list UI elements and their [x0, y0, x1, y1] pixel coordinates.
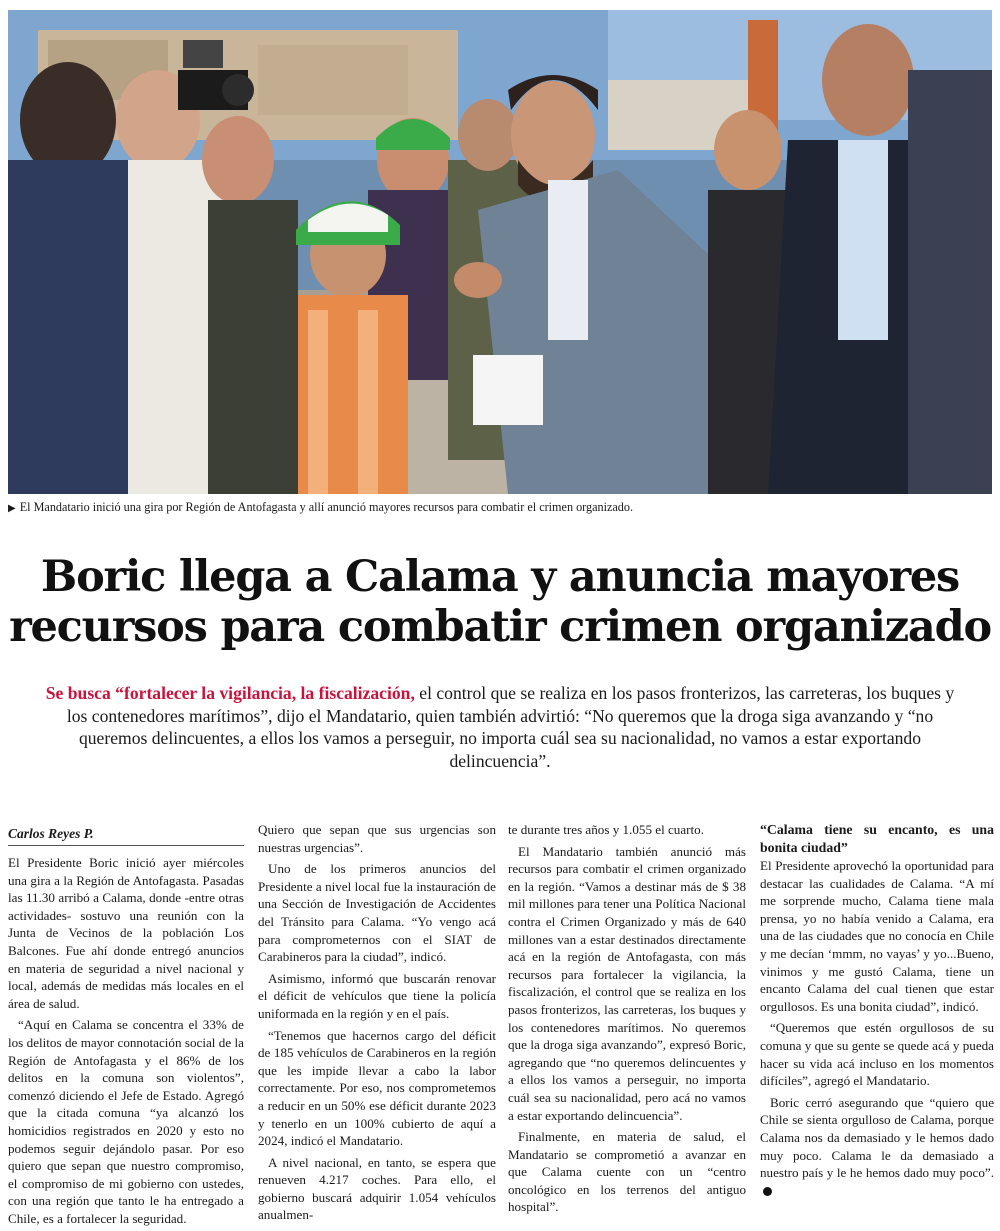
lead-paragraph	[40, 682, 960, 772]
lead-highlight: Se busca “fortalecer la vigilancia, la fiscalización,	[45, 683, 415, 703]
paragraph: te durante tres años y 1.055 el cuarto.	[508, 822, 704, 837]
column-3	[508, 821, 746, 1220]
headline-line-2: recursos para combatir crimen organizado	[9, 602, 991, 652]
column-4	[760, 821, 994, 1203]
paragraph: El Mandatario también anunció más recursos para combatir el crimen organizado en la región. “Vamos a destinar más de $ 38 mil millones para tener una Política Nacional contra el Crimen Organizado y más de 640 millones van a estar destinados directamente acá en la región de Antofagasta, con más recursos para fortalecer la vigilancia, la fiscalización, el control que se realiza en los pasos fronterizos, las carreteras, los buques y los contenedores marítimos. No queremos que la droga siga avanzando”, expresó Boric, agregando que “no queremos delincuentes y a ellos los vamos a perseguir, no importa cuál sea su nacionalidad, pero acá no vamos a estar exportando delincuencia”.	[508, 843, 746, 1123]
paragraph-text: Boric cerró asegurando que “quiero que Chile se sienta orgulloso de Calama, porque Calama nos da demasiado y le hemos dado muy poco. Calama le da demasiado a nuestro país y le he hemos dado muy poco”.	[760, 1094, 994, 1181]
photo-illustration	[8, 10, 992, 494]
photo-caption: ▶ El Mandatario inició una gira por Región de Antofagasta y allí anunció mayores recursos para combatir el crimen organizado.	[8, 499, 992, 517]
paragraph: A nivel nacional, en tanto, se espera que renueven 4.217 coches. Para ello, el gobierno buscará adquirir 1.054 vehículos anualmen-	[258, 1154, 496, 1223]
news-photo	[8, 10, 992, 494]
column-1	[8, 821, 244, 1231]
paragraph: El Presidente Boric inició ayer miércoles una gira a la Región de Antofagasta. Pasadas las 11.30 arribó a Calama, donde -entre otras actividades- sostuvo una reunión con la Junta de Vecinos de la población Los Balcones. Fue ahí donde entregó anuncios en materia de seguridad a nivel nacional y local, además de medidas más locales en el área de salud.	[8, 855, 244, 1011]
paragraph: Finalmente, en materia de salud, el Mandatario se comprometió a avanzar en que Calama cuente con un “centro oncológico en los terrenos del antiguo hospital”.	[508, 1129, 746, 1215]
byline: Carlos Reyes P.	[8, 825, 244, 846]
caption-triangle-icon: ▶	[8, 503, 16, 514]
paragraph: Quiero que sepan que sus urgencias son nuestras urgencias”.	[258, 822, 496, 855]
paragraph: “Tenemos que hacernos cargo del déficit de 185 vehículos de Carabineros en la región que les impide llevar a cabo la labor correctamente. Por eso, nos comprometemos a reducir en un 50% ese déficit durante 2023 y tenerlo en un 100% cubierto de aquí a 2024, indicó el Mandatario.	[258, 1027, 496, 1149]
paragraph: Uno de los primeros anuncios del Presidente a nivel local fue la instauración de una Sección de Investigación de Accidentes del Tránsito para Calama. “Yo vengo acá para comprometernos con el SIAT de Carabineros para la ciudad”, indicó.	[258, 861, 496, 965]
lead-text: el control que se realiza en los pasos fronterizos, las carreteras, los buques y los contenedores marítimos”, dijo el Mandatario, quien también advirtió: “No queremos que la droga siga avanzando y “no queremos delincuentes, a ellos los vamos a perseguir, no importa cuál sea su nacionalidad, no vamos a estar exportando delincuencia”.	[66, 683, 955, 771]
end-mark-icon	[763, 1187, 772, 1196]
column-2	[258, 821, 496, 1228]
headline	[0, 552, 1000, 652]
paragraph: “Aquí en Calama se concentra el 33% de los delitos de mayor connotación social de la Región de Antofagasta y el 86% de los delitos en la comuna son violentos”, comenzó diciendo el Jefe de Estado. Agregó que la citada comuna “ya alcanzó los homicidios registrados en 2020 y esto no podemos seguir dejándolo pasar. Por eso quiero que sepan que nuestro compromiso, el compromiso de mi gobierno con ustedes, con una región que tanto le ha entregado a Chile, es a fortalecer la seguridad.	[8, 1017, 244, 1226]
section-subhead: “Calama tiene su encanto, es una bonita ciudad”	[760, 822, 994, 855]
paragraph: El Presidente aprovechó la oportunidad para destacar las cualidades de Calama. “A mí me sorprende mucho, Calama tiene mala prensa, yo no había venido a Calama, era una de las ciudades que no conocía en Chile y me decían ‘mmm, no vayas’ y yo...Bueno, vinimos y me gustó Calama, tiene un encanto Calama del cual tienen que estar orgullosos. Es una bonita ciudad”, indicó.	[760, 858, 994, 1014]
headline-line-1: Boric llega a Calama y anuncia mayores	[40, 552, 960, 602]
paragraph: “Queremos que estén orgullosos de su comuna y que su gente se quede acá y pueda hacer su vida acá incluso en los momentos difíciles”, agregó el Mandatario.	[760, 1020, 994, 1089]
paragraph	[760, 1094, 994, 1200]
paragraph: Asimismo, informó que buscarán renovar el déficit de vehículos que tiene la policía uniformada en la región y en el país.	[258, 970, 496, 1021]
